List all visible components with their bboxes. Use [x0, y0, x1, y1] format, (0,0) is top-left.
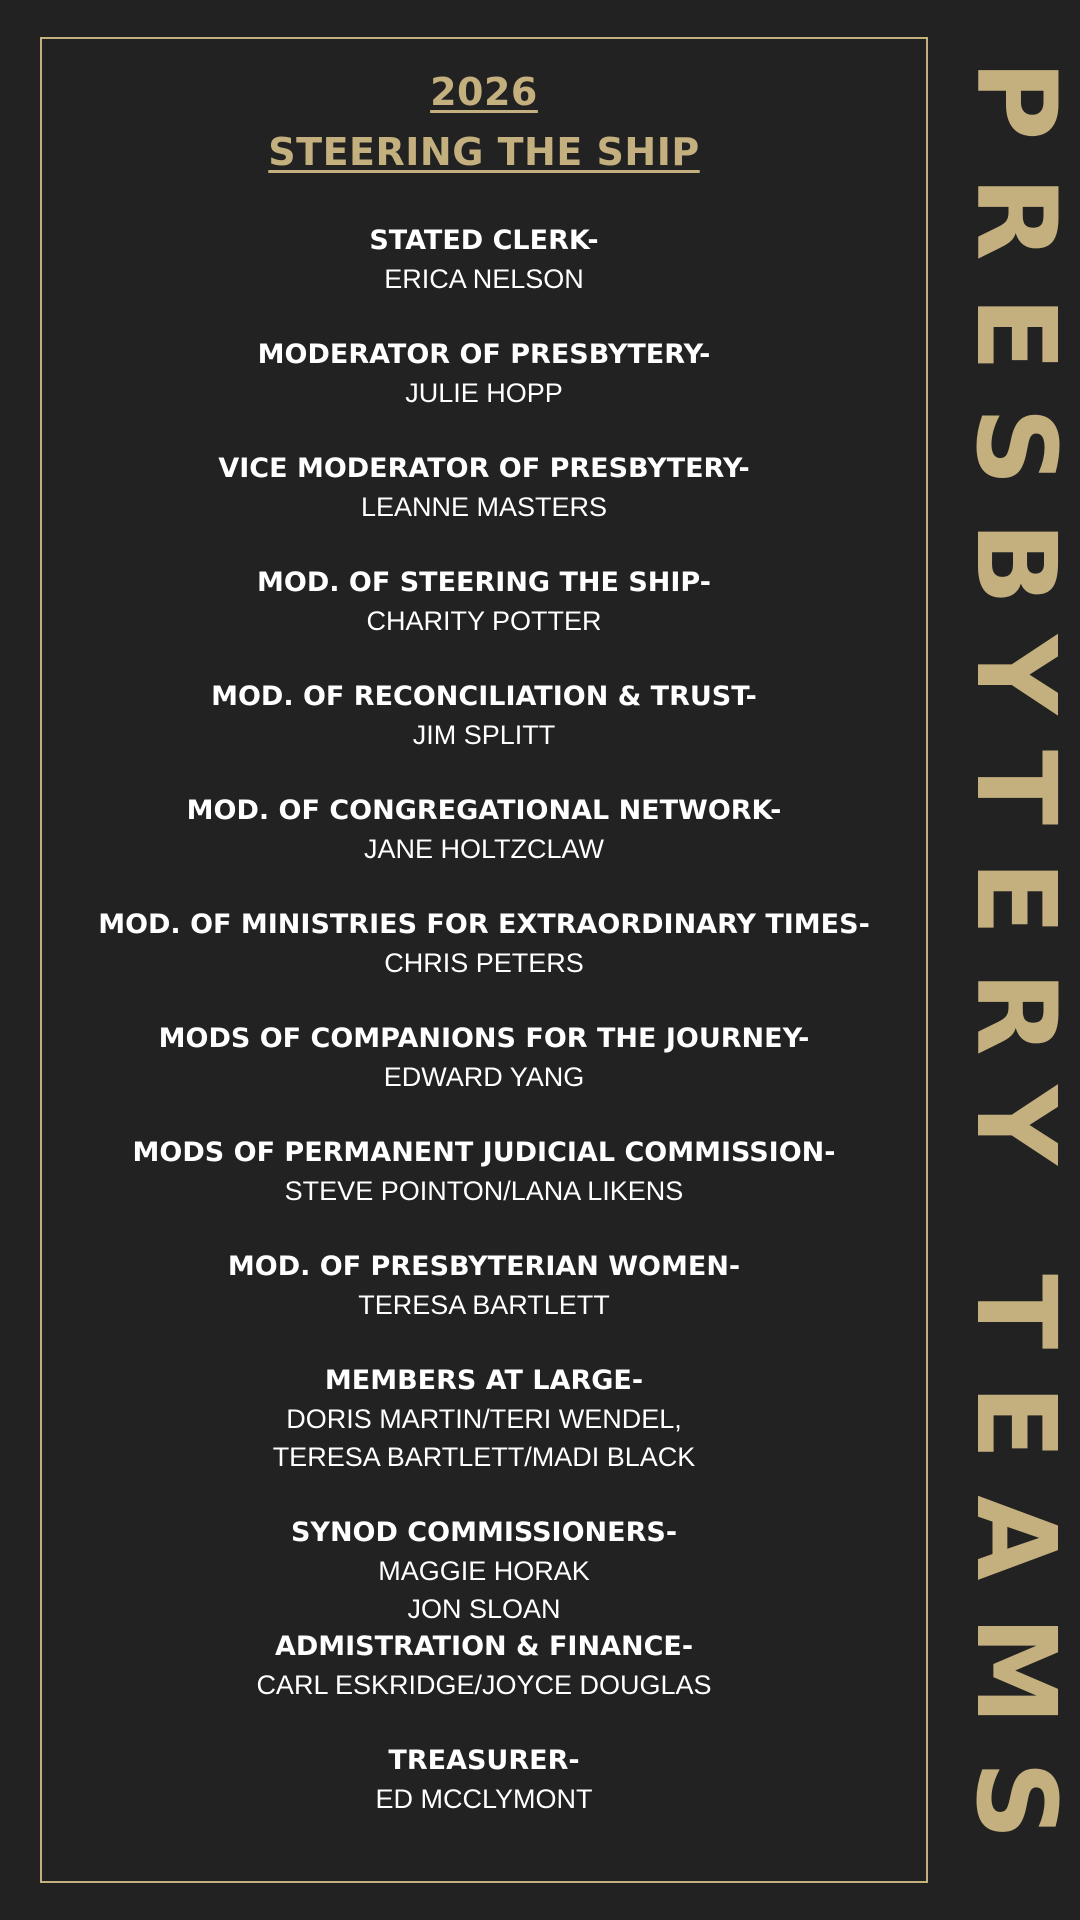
member-name: JANE HOLTZCLAW: [363, 834, 605, 864]
roster-entry-treasurer: [42, 1742, 926, 1818]
vertical-title-svg: [952, 60, 1080, 1860]
member-name: ED MCCLYMONT: [375, 1784, 593, 1814]
vertical-title-text: PRESBYTERY TEAMS: [952, 60, 1080, 1840]
roster-entry-synod-commissioners: [42, 1514, 926, 1628]
role-label: MOD. OF MINISTRIES FOR EXTRAORDINARY TIMES-: [98, 909, 870, 940]
vertical-side-title: [952, 60, 1080, 1860]
member-name: TERESA BARTLETT: [358, 1290, 610, 1320]
role-label: MODS OF PERMANENT JUDICIAL COMMISSION-: [132, 1137, 836, 1168]
role-label: MODERATOR OF PRESBYTERY-: [257, 339, 711, 370]
member-name: CHARITY POTTER: [366, 606, 602, 636]
role-label: ADMISTRATION & FINANCE-: [274, 1631, 694, 1662]
roster-entry-members-at-large: [42, 1362, 926, 1476]
heading-title: STEERING THE SHIP: [268, 130, 700, 174]
role-label: MODS OF COMPANIONS FOR THE JOURNEY-: [158, 1023, 810, 1054]
member-name: STEVE POINTON/LANA LIKENS: [284, 1176, 684, 1206]
page-heading: [42, 62, 926, 182]
member-name: TERESA BARTLETT/MADI BLACK: [272, 1442, 696, 1472]
roster-entry-stated-clerk: [42, 222, 926, 298]
roster-list: [42, 222, 926, 1818]
roster-entry-congregational-network: [42, 792, 926, 868]
member-name: MAGGIE HORAK: [378, 1556, 590, 1586]
member-name: JON SLOAN: [407, 1594, 561, 1624]
member-name: LEANNE MASTERS: [360, 492, 608, 522]
role-label: VICE MODERATOR OF PRESBYTERY-: [218, 453, 750, 484]
role-label: SYNOD COMMISSIONERS-: [290, 1517, 678, 1548]
role-label: MOD. OF CONGREGATIONAL NETWORK-: [186, 795, 782, 826]
member-name: DORIS MARTIN/TERI WENDEL,: [286, 1404, 682, 1434]
member-name: CHRIS PETERS: [384, 948, 584, 978]
roster-entry-vice-moderator: [42, 450, 926, 526]
member-name: ERICA NELSON: [384, 264, 584, 294]
role-label: MOD. OF PRESBYTERIAN WOMEN-: [227, 1251, 741, 1282]
roster-entry-extraordinary-times: [42, 906, 926, 982]
roster-entry-moderator: [42, 336, 926, 412]
roster-entry-reconciliation: [42, 678, 926, 754]
roster-entry-administration-finance: [42, 1628, 926, 1704]
member-name: EDWARD YANG: [383, 1062, 585, 1092]
role-label: TREASURER-: [388, 1745, 580, 1776]
roster-entry-companions: [42, 1020, 926, 1096]
role-label: STATED CLERK-: [369, 225, 599, 256]
roster-entry-presbyterian-women: [42, 1248, 926, 1324]
role-label: MEMBERS AT LARGE-: [324, 1365, 644, 1396]
heading-year: 2026: [430, 70, 538, 114]
member-name: JIM SPLITT: [412, 720, 556, 750]
roster-entry-steering: [42, 564, 926, 640]
member-name: JULIE HOPP: [405, 378, 563, 408]
role-label: MOD. OF RECONCILIATION & TRUST-: [211, 681, 757, 712]
roster-panel: [42, 62, 926, 1856]
roster-entry-judicial-commission: [42, 1134, 926, 1210]
member-name: CARL ESKRIDGE/JOYCE DOUGLAS: [256, 1670, 712, 1700]
role-label: MOD. OF STEERING THE SHIP-: [257, 567, 711, 598]
